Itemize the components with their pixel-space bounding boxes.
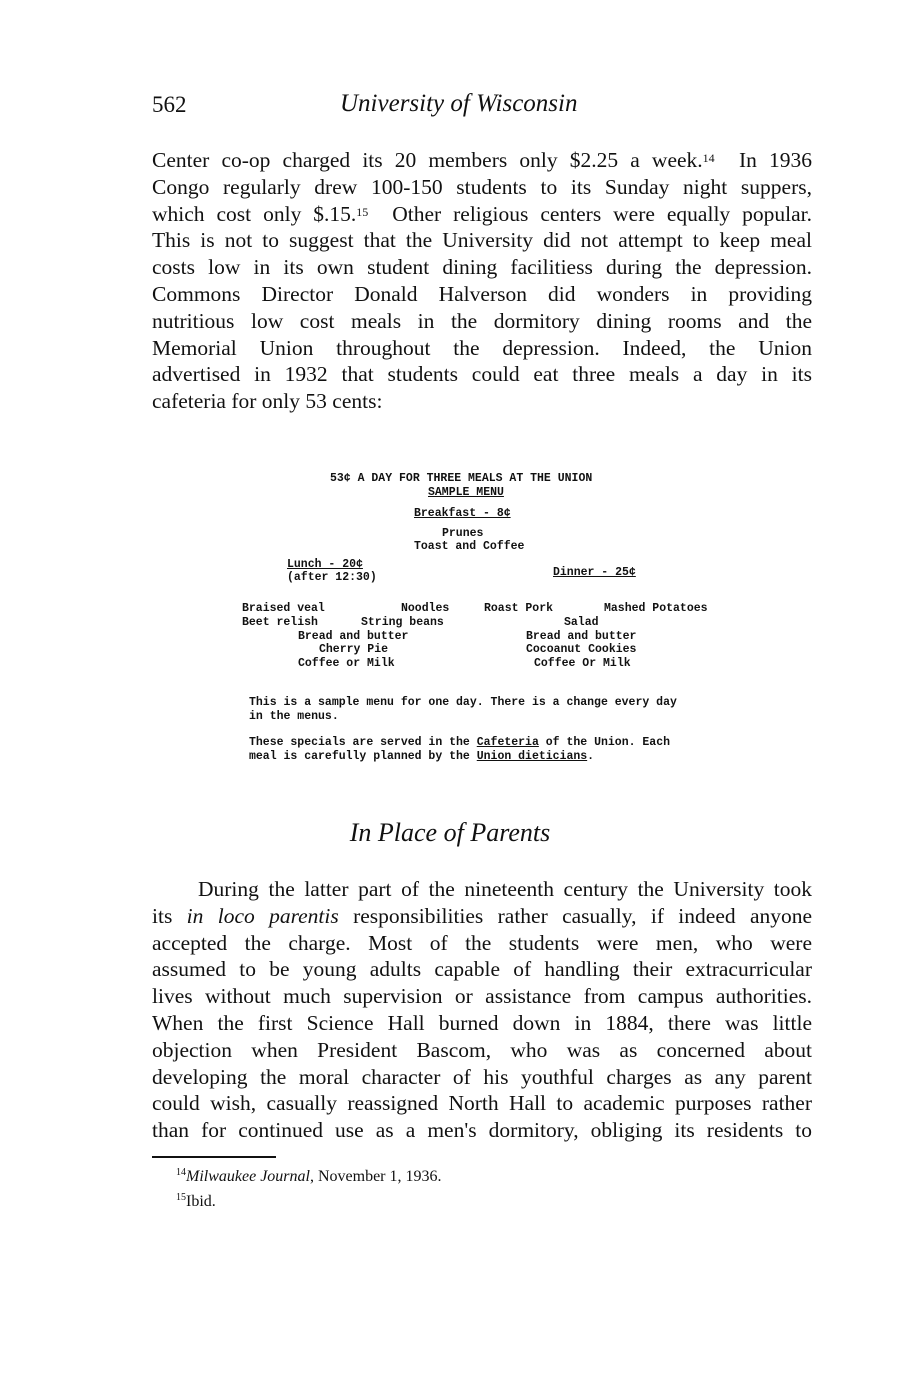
- text-line: objection when President Bascom, who was as concerned about: [152, 1037, 812, 1062]
- lunch-item: Beet relish: [242, 616, 318, 629]
- text-line: Center co-op charged its 20 members only $2.25 a week.$^{14}$ In 1936: [152, 148, 812, 172]
- menu-note: This is a sample menu for one day. There is a change every day: [249, 696, 677, 709]
- dinner-item: Mashed Potatoes: [604, 602, 708, 615]
- text-line: When the first Science Hall burned down in 1884, there was little: [152, 1010, 812, 1035]
- lunch-item: Cherry Pie: [319, 643, 389, 656]
- lunch-item: Coffee or Milk: [298, 657, 395, 670]
- lunch-item: Bread and butter: [298, 630, 409, 643]
- footnote-ref-14[interactable]: 14: [702, 151, 715, 165]
- footnote-ref-15[interactable]: 15: [356, 204, 369, 219]
- text-line: This is not to suggest that the University did not attempt to keep meal: [152, 228, 812, 253]
- text-line: assumed to be young adults capable of handling their extracurricular: [152, 957, 812, 982]
- dinner-item: Coffee Or Milk: [534, 657, 631, 670]
- text-line: which cost only $.15.15 Other religious centers were equally popular.: [152, 201, 812, 226]
- menu-note: meal is carefully planned by the Union dieticians.: [249, 750, 595, 763]
- text-line: lives without much supervision or assistance from campus authorities.: [152, 984, 812, 1009]
- text-line: than for continued use as a men's dormitory, obliging its residents to: [152, 1118, 812, 1143]
- footnote-15: $^{15}$Ibid.: [176, 1192, 216, 1210]
- footnote-divider: [152, 1156, 276, 1158]
- body-paragraph-1: [152, 147, 812, 415]
- page-number: 562: [152, 92, 187, 117]
- dinner-item: Bread and butter: [526, 630, 637, 643]
- menu-note: in the menus.: [249, 710, 339, 723]
- text-line: advertised in 1932 that students could eat three meals a day in its: [152, 362, 812, 387]
- body-paragraph-2: [152, 876, 812, 1144]
- dinner-heading: Dinner - 25¢: [553, 566, 636, 579]
- dinner-item: Roast Pork: [484, 602, 554, 615]
- footnote-14: $^{14}$Milwaukee Journal, November 1, 1936.: [176, 1167, 442, 1185]
- dinner-item: Cocoanut Cookies: [526, 643, 637, 656]
- lunch-item: Braised veal: [242, 602, 325, 615]
- breakfast-item: Prunes: [442, 527, 484, 540]
- text-line: Memorial Union throughout the depression. Indeed, the Union: [152, 335, 812, 360]
- menu-subtitle: SAMPLE MENU: [428, 486, 504, 499]
- text-line: Congo regularly drew 100-150 students to its Sunday night suppers,: [152, 174, 812, 199]
- lunch-time: (after 12:30): [287, 571, 377, 584]
- menu-note: These specials are served in the Cafeteria of the Union. Each: [249, 736, 671, 749]
- lunch-item: Noodles: [401, 602, 450, 615]
- breakfast-item: Toast and Coffee: [414, 540, 525, 553]
- text-line: its in loco parentis responsibilities rather casually, if indeed anyone: [152, 903, 813, 928]
- breakfast-heading: Breakfast - 8¢: [414, 507, 511, 520]
- text-line: accepted the charge. Most of the students were men, who were: [152, 930, 812, 955]
- text-line: could wish, casually reassigned North Hall to academic purposes rather: [152, 1091, 812, 1116]
- menu-title: 53¢ A DAY FOR THREE MEALS AT THE UNION: [330, 472, 593, 485]
- text-line: During the latter part of the nineteenth century the University took: [198, 877, 812, 901]
- text-line: nutritious low cost meals in the dormitory dining rooms and the: [152, 308, 812, 333]
- text-line: costs low in its own student dining facilitiess during the depression.: [152, 255, 812, 280]
- dinner-item: Salad: [564, 616, 599, 629]
- text-line: developing the moral character of his youthful charges as any parent: [152, 1064, 812, 1089]
- text-line: Commons Director Donald Halverson did wonders in providing: [152, 281, 812, 306]
- text-line: cafeteria for only 53 cents:: [152, 389, 383, 414]
- lunch-heading: Lunch - 20¢: [287, 558, 363, 571]
- lunch-item: String beans: [361, 616, 444, 629]
- running-head: University of Wisconsin: [340, 90, 578, 117]
- section-heading: In Place of Parents: [349, 818, 551, 847]
